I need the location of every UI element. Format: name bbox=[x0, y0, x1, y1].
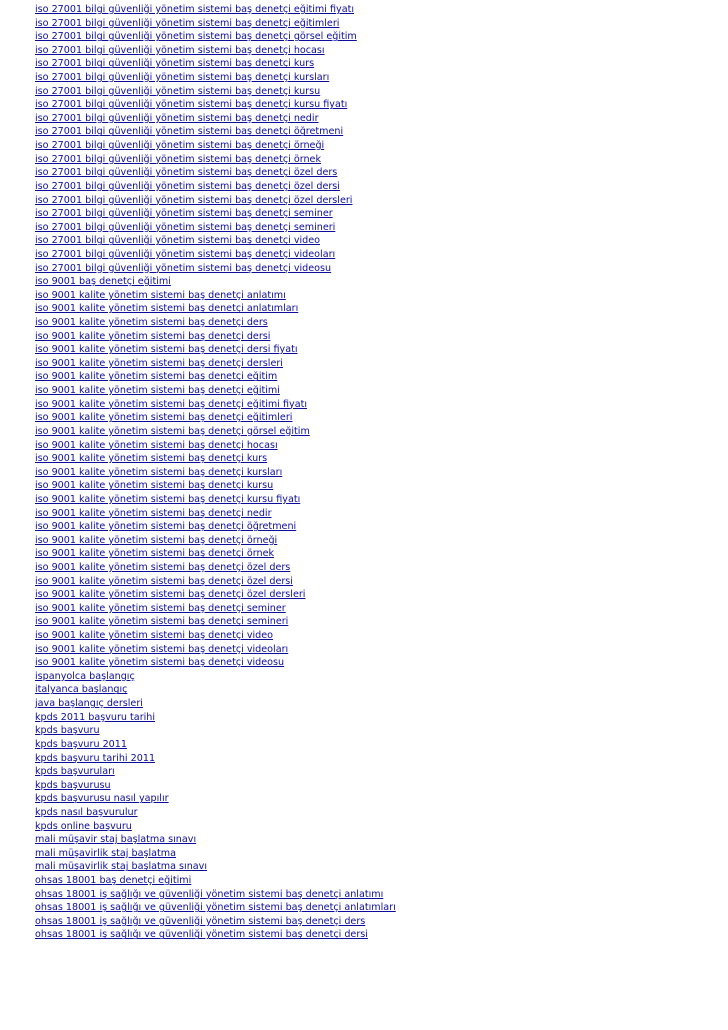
list-item bbox=[35, 697, 396, 711]
list-item bbox=[35, 888, 396, 902]
keyword-link[interactable]: ohsas 18001 iş sağlığı ve güvenliği yönetim sistemi baş denetçi anlatımları bbox=[35, 902, 396, 914]
list-item bbox=[35, 479, 396, 493]
list-item bbox=[35, 520, 396, 534]
keyword-link[interactable]: iso 9001 kalite yönetim sistemi baş denetçi kursu fiyatı bbox=[35, 493, 301, 505]
keyword-link[interactable]: iso 27001 bilgi güvenliği yönetim sistemi baş denetçi semineri bbox=[35, 221, 336, 233]
list-item bbox=[35, 738, 396, 752]
keyword-link[interactable]: ohsas 18001 iş sağlığı ve güvenliği yönetim sistemi baş denetçi ders bbox=[35, 915, 366, 927]
list-item bbox=[35, 357, 396, 371]
keyword-link[interactable]: iso 9001 kalite yönetim sistemi baş denetçi videosu bbox=[35, 657, 285, 669]
list-item bbox=[35, 534, 396, 548]
list-item bbox=[35, 860, 396, 874]
list-item bbox=[35, 779, 396, 793]
list-item bbox=[35, 847, 396, 861]
keyword-link[interactable]: mali müşavirlik staj başlatma bbox=[35, 847, 176, 859]
list-item bbox=[35, 806, 396, 820]
keyword-link[interactable]: iso 27001 bilgi güvenliği yönetim sistemi baş denetçi kursu fiyatı bbox=[35, 99, 348, 111]
keyword-link[interactable]: kpds başvurusu nasıl yapılır bbox=[35, 793, 169, 805]
keyword-link[interactable]: ispanyolca başlangıç bbox=[35, 670, 135, 682]
list-item bbox=[35, 915, 396, 929]
keyword-link[interactable]: iso 9001 kalite yönetim sistemi baş denetçi nedir bbox=[35, 507, 272, 519]
list-item bbox=[35, 629, 396, 643]
keyword-link[interactable]: kpds online başvuru bbox=[35, 820, 132, 832]
list-item bbox=[35, 425, 396, 439]
list-item bbox=[35, 670, 396, 684]
list-item bbox=[35, 901, 396, 915]
list-item bbox=[35, 588, 396, 602]
list-item bbox=[35, 125, 396, 139]
keyword-link[interactable]: iso 27001 bilgi güvenliği yönetim sistemi baş denetçi kursu bbox=[35, 85, 321, 97]
keyword-link[interactable]: iso 27001 bilgi güvenliği yönetim sistemi baş denetçi örnek bbox=[35, 153, 322, 165]
keyword-link[interactable]: iso 27001 bilgi güvenliği yönetim sistemi baş denetçi kurs bbox=[35, 58, 315, 70]
list-item bbox=[35, 139, 396, 153]
keyword-link[interactable]: iso 9001 kalite yönetim sistemi baş denetçi örnek bbox=[35, 548, 275, 560]
keyword-link[interactable]: iso 9001 kalite yönetim sistemi baş denetçi öğretmeni bbox=[35, 521, 297, 533]
list-item bbox=[35, 928, 396, 942]
keyword-link[interactable]: kpds başvuruları bbox=[35, 766, 115, 778]
keyword-link[interactable]: iso 9001 kalite yönetim sistemi baş denetçi hocası bbox=[35, 439, 278, 451]
keyword-link[interactable]: kpds başvuru 2011 bbox=[35, 738, 127, 750]
list-item bbox=[35, 17, 396, 31]
keyword-link[interactable]: kpds başvuru tarihi 2011 bbox=[35, 752, 156, 764]
list-item bbox=[35, 493, 396, 507]
keyword-link[interactable]: iso 27001 bilgi güvenliği yönetim sistemi baş denetçi kursları bbox=[35, 72, 330, 84]
keyword-link[interactable]: iso 9001 kalite yönetim sistemi baş denetçi özel dersi bbox=[35, 575, 293, 587]
list-item bbox=[35, 207, 396, 221]
list-item bbox=[35, 683, 396, 697]
list-item bbox=[35, 792, 396, 806]
list-item bbox=[35, 316, 396, 330]
list-item bbox=[35, 234, 396, 248]
keyword-link[interactable]: iso 9001 kalite yönetim sistemi baş denetçi eğitim bbox=[35, 371, 278, 383]
keyword-link[interactable]: iso 27001 bilgi güvenliği yönetim sistemi baş denetçi görsel eğitim bbox=[35, 31, 357, 43]
list-item bbox=[35, 57, 396, 71]
list-item bbox=[35, 452, 396, 466]
list-item bbox=[35, 194, 396, 208]
keyword-link[interactable]: iso 27001 bilgi güvenliği yönetim sistemi baş denetçi öğretmeni bbox=[35, 126, 344, 138]
keyword-link[interactable]: iso 9001 kalite yönetim sistemi baş denetçi video bbox=[35, 630, 274, 642]
keyword-link[interactable]: iso 9001 kalite yönetim sistemi baş denetçi dersi fiyatı bbox=[35, 344, 298, 356]
keyword-link[interactable]: kpds 2011 başvuru tarihi bbox=[35, 711, 156, 723]
keyword-link[interactable]: kpds başvuru bbox=[35, 725, 100, 737]
keyword-link[interactable]: iso 9001 kalite yönetim sistemi baş denetçi anlatımı bbox=[35, 289, 286, 301]
keyword-link[interactable]: ohsas 18001 iş sağlığı ve güvenliği yönetim sistemi baş denetçi anlatımı bbox=[35, 888, 384, 900]
keyword-link[interactable]: iso 9001 kalite yönetim sistemi baş denetçi eğitimi bbox=[35, 385, 280, 397]
keyword-link[interactable]: iso 9001 kalite yönetim sistemi baş denetçi ders bbox=[35, 317, 268, 329]
keyword-link[interactable]: iso 9001 kalite yönetim sistemi baş denetçi semineri bbox=[35, 616, 289, 628]
list-item bbox=[35, 411, 396, 425]
list-item bbox=[35, 643, 396, 657]
keyword-link[interactable]: iso 27001 bilgi güvenliği yönetim sistemi baş denetçi örneği bbox=[35, 140, 325, 152]
keyword-link[interactable]: iso 27001 bilgi güvenliği yönetim sistemi baş denetçi özel dersi bbox=[35, 180, 340, 192]
list-item bbox=[35, 262, 396, 276]
list-item bbox=[35, 466, 396, 480]
keyword-link[interactable]: iso 9001 baş denetçi eğitimi bbox=[35, 276, 171, 288]
keyword-link[interactable]: iso 27001 bilgi güvenliği yönetim sistemi baş denetçi videosu bbox=[35, 262, 332, 274]
list-item bbox=[35, 44, 396, 58]
keyword-link[interactable]: iso 9001 kalite yönetim sistemi baş denetçi kurs bbox=[35, 453, 268, 465]
list-item bbox=[35, 765, 396, 779]
keyword-link[interactable]: ohsas 18001 baş denetçi eğitimi bbox=[35, 875, 192, 886]
list-item bbox=[35, 752, 396, 766]
keyword-link[interactable]: iso 9001 kalite yönetim sistemi baş denetçi görsel eğitim bbox=[35, 425, 310, 437]
list-item bbox=[35, 602, 396, 616]
keyword-link[interactable]: iso 27001 bilgi güvenliği yönetim sistemi baş denetçi nedir bbox=[35, 112, 319, 124]
list-item bbox=[35, 656, 396, 670]
keyword-link[interactable]: iso 27001 bilgi güvenliği yönetim sistemi baş denetçi hocası bbox=[35, 44, 325, 56]
list-item bbox=[35, 384, 396, 398]
list-item bbox=[35, 153, 396, 167]
list-item bbox=[35, 302, 396, 316]
list-item bbox=[35, 547, 396, 561]
list-item bbox=[35, 330, 396, 344]
list-item bbox=[35, 507, 396, 521]
keyword-link[interactable]: iso 27001 bilgi güvenliği yönetim sistemi baş denetçi seminer bbox=[35, 208, 333, 220]
list-item bbox=[35, 724, 396, 738]
keyword-link[interactable]: iso 27001 bilgi güvenliği yönetim sistemi baş denetçi video bbox=[35, 235, 321, 247]
list-item bbox=[35, 221, 396, 235]
keyword-link[interactable]: java başlangıç dersleri bbox=[35, 698, 143, 710]
list-item bbox=[35, 820, 396, 834]
list-item bbox=[35, 343, 396, 357]
list-item bbox=[35, 439, 396, 453]
keyword-link[interactable]: iso 27001 bilgi güvenliği yönetim sistemi baş denetçi eğitimi fiyatı bbox=[35, 4, 354, 15]
keyword-link-list bbox=[35, 3, 396, 942]
list-item bbox=[35, 180, 396, 194]
keyword-link[interactable]: iso 9001 kalite yönetim sistemi baş denetçi eğitimi fiyatı bbox=[35, 398, 308, 410]
keyword-link[interactable]: kpds nasıl başvurulur bbox=[35, 806, 138, 818]
keyword-link[interactable]: iso 27001 bilgi güvenliği yönetim sistemi baş denetçi eğitimleri bbox=[35, 17, 340, 29]
keyword-link[interactable]: iso 9001 kalite yönetim sistemi baş denetçi videoları bbox=[35, 643, 289, 655]
keyword-link[interactable]: iso 27001 bilgi güvenliği yönetim sistemi baş denetçi videoları bbox=[35, 248, 336, 260]
list-item bbox=[35, 615, 396, 629]
list-item bbox=[35, 711, 396, 725]
list-item bbox=[35, 166, 396, 180]
keyword-link[interactable]: iso 9001 kalite yönetim sistemi baş denetçi anlatımları bbox=[35, 303, 299, 315]
keyword-link[interactable]: iso 9001 kalite yönetim sistemi baş denetçi kursu bbox=[35, 480, 274, 492]
keyword-link[interactable]: ohsas 18001 iş sağlığı ve güvenliği yönetim sistemi baş denetçi dersi bbox=[35, 929, 368, 941]
keyword-link[interactable]: iso 9001 kalite yönetim sistemi baş denetçi örneği bbox=[35, 534, 278, 546]
list-item bbox=[35, 85, 396, 99]
keyword-link[interactable]: italyanca başlangıç bbox=[35, 684, 128, 696]
keyword-link[interactable]: iso 27001 bilgi güvenliği yönetim sistemi baş denetçi özel dersleri bbox=[35, 194, 353, 206]
keyword-link[interactable]: iso 9001 kalite yönetim sistemi baş denetçi eğitimleri bbox=[35, 412, 293, 424]
list-item bbox=[35, 575, 396, 589]
keyword-link[interactable]: kpds başvurusu bbox=[35, 779, 111, 791]
keyword-link[interactable]: iso 9001 kalite yönetim sistemi baş denetçi dersleri bbox=[35, 357, 283, 369]
list-item bbox=[35, 98, 396, 112]
list-item bbox=[35, 370, 396, 384]
list-item bbox=[35, 561, 396, 575]
list-item bbox=[35, 398, 396, 412]
list-item bbox=[35, 248, 396, 262]
keyword-link[interactable]: iso 9001 kalite yönetim sistemi baş denetçi dersi bbox=[35, 330, 271, 342]
keyword-link[interactable]: mali müşavirlik staj başlatma sınavı bbox=[35, 861, 207, 873]
list-item bbox=[35, 3, 396, 17]
list-item bbox=[35, 874, 396, 888]
list-item bbox=[35, 112, 396, 126]
list-item bbox=[35, 833, 396, 847]
keyword-link[interactable]: iso 9001 kalite yönetim sistemi baş denetçi kursları bbox=[35, 466, 283, 478]
keyword-link[interactable]: mali müşavir staj başlatma sınavı bbox=[35, 834, 197, 846]
keyword-link[interactable]: iso 9001 kalite yönetim sistemi baş denetçi özel ders bbox=[35, 561, 291, 573]
keyword-link[interactable]: iso 27001 bilgi güvenliği yönetim sistemi baş denetçi özel ders bbox=[35, 167, 338, 179]
keyword-link[interactable]: iso 9001 kalite yönetim sistemi baş denetçi özel dersleri bbox=[35, 589, 306, 601]
list-item bbox=[35, 289, 396, 303]
list-item bbox=[35, 275, 396, 289]
keyword-link[interactable]: iso 9001 kalite yönetim sistemi baş denetçi seminer bbox=[35, 602, 286, 614]
list-item bbox=[35, 30, 396, 44]
list-item bbox=[35, 71, 396, 85]
